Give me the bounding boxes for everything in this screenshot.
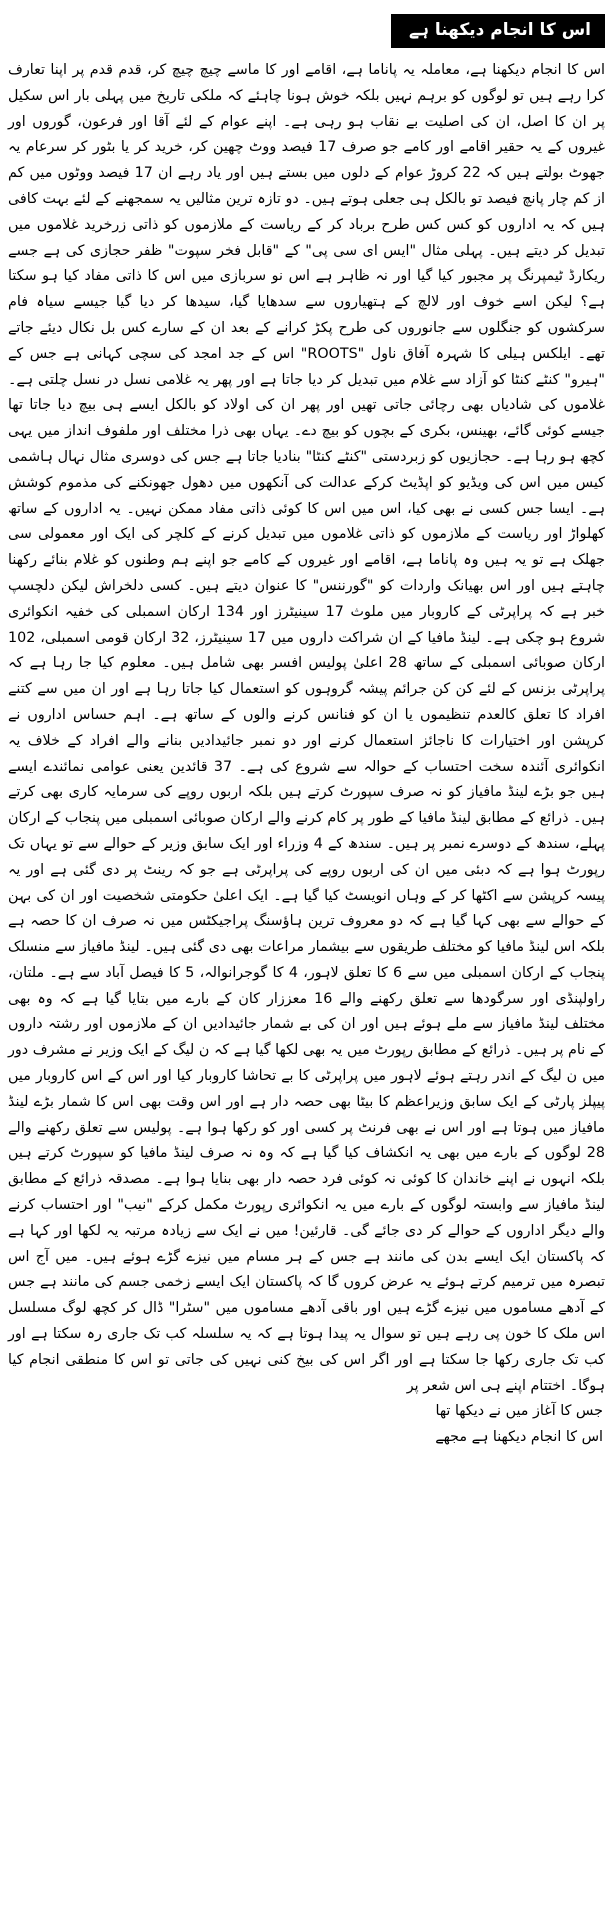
verse-line-1: جس کا آغاز میں نے دیکھا تھا bbox=[435, 1403, 603, 1420]
header bbox=[0, 12, 613, 50]
article-body bbox=[8, 58, 605, 1451]
article-paragraph: اس کا انجام دیکھنا ہے، معاملہ یہ پاناما ہے، اقامے اور کا ماسے چیچ چیچ کر، قدم قدم پر اپنا تعارف کرا رہے ہیں تو لوگوں کو برہم نہیں بلکہ خوش ہونا چاہئے کہ ملکی تاریخ میں پہلی بار اس سکیل پر ان کا اصل، ان کی اصلیت بے نقاب ہو رہی ہے۔ اپنے عوام کے لئے آقا اور فرعون، گوروں اور غیروں کے یہ حقیر اقامے اور کامے جو صرف 17 فیصد ووٹ چھین کر، خرید کر یا بٹور کر سرعام یہ جھوٹ بولتے ہیں کہ 22 کروڑ عوام کے دلوں میں بستے ہیں اور یاد رہے ان 17 فیصد ووٹوں میں کم از کم چار پانچ فیصد تو بالکل ہی جعلی ہوتے ہیں۔ دو تازہ ترین مثالیں یہ سمجھنے کے لئے بہت کافی ہیں کہ یہ اداروں کو کس کس طرح برباد کر کے ریاست کے ملازموں کو ذاتی زرخرید غلاموں میں تبدیل کر دیتے ہیں۔ پہلی مثال "ایس ای سی پی" کے "قابل فخر سپوت" ظفر حجازی کی ہے جسے ریکارڈ ٹیمپرنگ پر مجبور کیا گیا اور نہ ظاہر ہے اس نو سربازی میں اس کا ذاتی مفاد کیا ہو سکتا ہے؟ لیکن اسے خوف اور لالچ کے ہتھیاروں سے سدھایا گیا، سیدھا کر دیا گیا جیسے سیاہ فام سرکشوں کو جنگلوں سے جانوروں کی طرح پکڑ کرانے کے بعد ان کے سارے کس بل نکال دیئے جاتے تھے۔ ایلکس ہیلی کا شہرہ آفاق ناول "ROOTS" اس کے جد امجد کی سچی کہانی ہے جس کے "ہیرو" کنٹے کنٹا کو آزاد سے غلام میں تبدیل کر دیا جاتا ہے اور پھر یہ غلامی نسل در نسل چلتی ہے۔ غلاموں کی شادیاں بھی رچائی جاتی تھیں اور پھر ان کی اولاد کو بالکل ایسے ہی بیچ دیا جاتا تھا جیسے کوئی گائے، بھینس، بکری کے بچوں کو بیچ دے۔ یہاں بھی ذرا مختلف اور ملفوف انداز میں یہی کچھ ہو رہا ہے۔ حجازیوں کو زبردستی "کنٹے کنٹا" بنادیا جاتا ہے جس کی دوسری مثال نہال ہاشمی کیس میں اس کی ویڈیو کو اپڈیٹ کرکے عدالت کی آنکھوں میں دھول جھونکنے کی مذموم کوشش ہے۔ ایسا جس کسی نے بھی کیا، اس میں اس کا کوئی ذاتی مفاد ممکن نہیں۔ یہ اداروں کے ساتھ کھلواڑ اور ریاست کے ملازموں کو ذاتی غلاموں میں تبدیل کرنے کے کلچر کی ایک اور معمولی سی جھلک ہے تو یہ ہیں وہ پاناما ہے، اقامے اور غیروں کے کامے جو اپنے ہم وطنوں کو غلام بنائے رکھنا چاہتے ہیں اور اس بھیانک واردات کو "گورننس" کا عنوان دیتے ہیں۔ کسی دلخراش لیکن دلچسپ خبر ہے کہ پراپرٹی کے کاروبار میں ملوث 17 سینیٹرز اور 134 ارکان اسمبلی کی خفیہ انکوائری شروع ہو چکی ہے۔ لینڈ مافیا کے ان شراکت داروں میں 17 سینیٹرز، 32 ارکان قومی اسمبلی، 102 ارکان صوبائی اسمبلی کے ساتھ 28 اعلیٰ پولیس افسر بھی شامل ہیں۔ معلوم کیا جا رہا ہے کہ پراپرٹی بزنس کے لئے کن کن جرائم پیشہ گروہوں کو استعمال کیا جاتا رہا ہے اور ان میں سے کتنے افراد کا تعلق کالعدم تنظیموں یا ان کو فنانس کرنے والوں کے ساتھ ہے۔ اہم حساس اداروں نے کرپشن اور اختیارات کا ناجائز استعمال کرنے اور دو نمبر جائیدادیں بنانے والے افراد کے خلاف یہ انکوائری آئندہ سخت احتساب کے حوالہ سے شروع کی ہے۔ 37 قائدین یعنی عوامی نمائندے ایسے ہیں جو بڑے لینڈ مافیاز کو نہ صرف سپورٹ کرتے ہیں بلکہ اربوں روپے کی سرمایہ کاری بھی کرتے ہیں۔ ذرائع کے مطابق لینڈ مافیا کے طور پر کام کرنے والے ارکان صوبائی اسمبلی میں پنجاب کے ارکان پہلے، سندھ کے دوسرے نمبر پر ہیں۔ سندھ کے 4 وزراء اور ایک سابق وزیر کے حوالے سے تو یہاں تک رپورٹ ہوا ہے کہ دبئی میں ان کی اربوں روپے کی پراپرٹی ہے جو کہ رینٹ پر دی گئی ہے اور یہ پیسہ کرپشن سے اکٹھا کر کے وہاں انویسٹ کیا گیا ہے۔ ایک اعلیٰ حکومتی شخصیت اور ان کی بہن کے حوالے سے بھی کہا گیا ہے کہ دو معروف ترین ہاؤسنگ پراجیکٹس میں نہ صرف ان کا حصہ ہے بلکہ اس لینڈ مافیا کو مختلف طریقوں سے بیشمار مراعات بھی دی گئی ہیں۔ لینڈ مافیاز سے منسلک پنجاب کے ارکان اسمبلی میں سے 6 کا تعلق لاہور، 4 کا گوجرانوالہ، 5 کا فیصل آباد سے ہے۔ ملتان، راولپنڈی اور سرگودھا سے تعلق رکھنے والے 16 معززار کان کے بارے میں بتایا گیا ہے کہ وہ بھی مختلف لینڈ مافیاز سے ملے ہوئے ہیں اور ان کی بے شمار جائیدادیں ان کے ملازموں اور رشتہ داروں کے نام پر ہیں۔ ذرائع کے مطابق رپورٹ میں یہ بھی لکھا گیا ہے کہ ن لیگ کے ایک وزیر نے مشرف دور میں ن لیگ کے اندر رہتے ہوئے لاہور میں پراپرٹی کا بے تحاشا کاروبار کیا اور اس کے اس کاروبار میں پیپلز پارٹی کے ایک سابق وزیراعظم کا بیٹا بھی حصہ دار ہے اور اس وقت بھی اس کا شمار بڑے لینڈ مافیاز میں ہوتا ہے اور اس نے بھی فرنٹ پر کسی اور کو رکھا ہوا ہے۔ پولیس سے تعلق رکھنے والے 28 لوگوں کے بارے میں بھی یہ انکشاف کیا گیا ہے کہ وہ نہ صرف لینڈ مافیا کو سپورٹ کرتے ہیں بلکہ انہوں نے اپنے خاندان کا کوئی نہ کوئی فرد حصہ دار بھی بنایا ہوا ہے۔ مصدقہ ذرائع کے مطابق لینڈ مافیاز سے وابستہ لوگوں کے بارے میں یہ انکوائری رپورٹ مکمل کرکے "نیب" اور احتساب کرنے والے دیگر اداروں کے حوالے کر دی جائے گی۔ قارئین! میں نے ایک سے زیادہ مرتبہ یہ لکھا اور کہا ہے کہ پاکستان ایک ایسے بدن کی مانند ہے جس کے ہر مسام میں نیزے گڑے ہوئے ہیں۔ میں آج اس تبصرہ میں ترمیم کرتے ہوئے یہ عرض کروں گا کہ پاکستان ایک ایسے زخمی جسم کی مانند ہے جس کے آدھے مساموں میں نیزے گڑے ہیں اور باقی آدھے مساموں میں "سٹرا" ڈال کر کچھ لوگ مسلسل اس ملک کا خون پی رہے ہیں تو سوال یہ پیدا ہوتا ہے کہ یہ سلسلہ کب تک جاری رہ سکتا ہے اور کب تک جاری رکھا جا سکتا ہے اور اگر اس کی بیخ کنی نہیں کی جاتی تو اس کا منطقی انجام کیا ہوگا۔ اختتام اپنے ہی اس شعر پر bbox=[8, 62, 606, 1394]
article-title: اس کا انجام دیکھنا ہے bbox=[391, 14, 605, 48]
verse-line-2: اس کا انجام دیکھنا ہے مجھے bbox=[435, 1429, 603, 1446]
